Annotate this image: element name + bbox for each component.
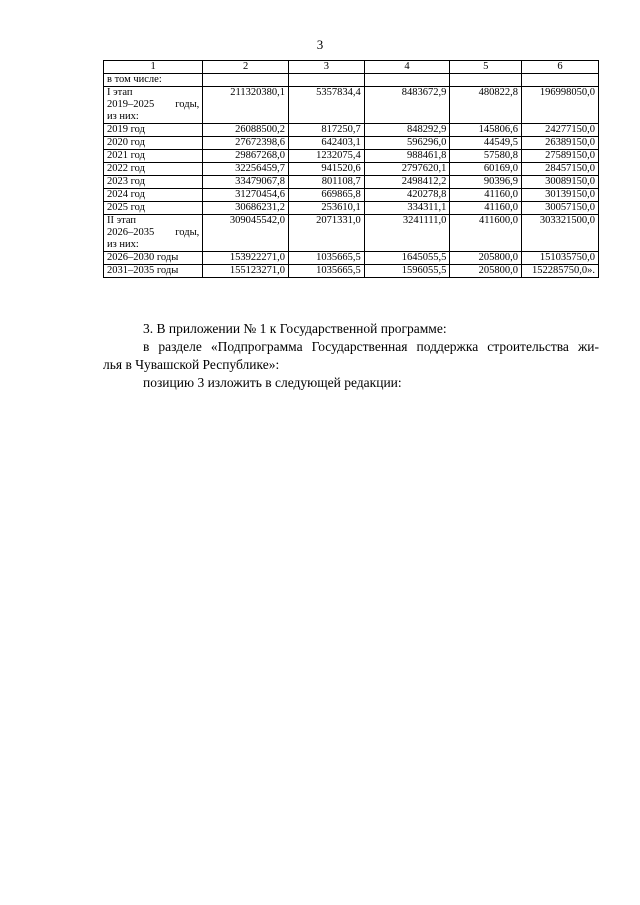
row-label: 2024 год bbox=[104, 189, 203, 202]
table-cell: 848292,9 bbox=[364, 124, 450, 137]
table-cell: 596296,0 bbox=[364, 137, 450, 150]
row-label: в том числе: bbox=[104, 74, 203, 87]
table-cell: 152285750,0». bbox=[522, 265, 599, 278]
table-cell: 334311,1 bbox=[364, 202, 450, 215]
table-cell: 57580,8 bbox=[450, 150, 522, 163]
row-label-line: из них: bbox=[107, 239, 139, 250]
paragraph-position-3: позицию 3 изложить в следующей редакции: bbox=[143, 375, 402, 390]
table-cell: 41160,0 bbox=[450, 189, 522, 202]
table-cell: 196998050,0 bbox=[522, 87, 599, 124]
table-cell: 30139150,0 bbox=[522, 189, 599, 202]
table-cell bbox=[522, 74, 599, 87]
table-cell: 3241111,0 bbox=[364, 215, 450, 252]
table-cell: 155123271,0 bbox=[203, 265, 289, 278]
table-cell: 801108,7 bbox=[289, 176, 365, 189]
table-header-cell: 1 bbox=[104, 61, 203, 74]
financing-table bbox=[103, 60, 599, 278]
table-cell: 153922271,0 bbox=[203, 252, 289, 265]
table-row bbox=[104, 124, 599, 137]
table-cell: 31270454,6 bbox=[203, 189, 289, 202]
table-cell bbox=[203, 74, 289, 87]
table-cell: 1232075,4 bbox=[289, 150, 365, 163]
paragraph-section-line2: лья в Чувашской Республике»: bbox=[103, 357, 280, 372]
table-header-cell: 2 bbox=[203, 61, 289, 74]
table-cell: 44549,5 bbox=[450, 137, 522, 150]
table-cell: 642403,1 bbox=[289, 137, 365, 150]
table-cell: 30057150,0 bbox=[522, 202, 599, 215]
table-cell: 30686231,2 bbox=[203, 202, 289, 215]
table-cell: 27672398,6 bbox=[203, 137, 289, 150]
table-cell: 1645055,5 bbox=[364, 252, 450, 265]
row-label: 2026–2030 годы bbox=[104, 252, 203, 265]
table-cell: 1035665,5 bbox=[289, 252, 365, 265]
row-label: 2020 год bbox=[104, 137, 203, 150]
table-cell bbox=[364, 74, 450, 87]
table-cell: 817250,7 bbox=[289, 124, 365, 137]
table-header-cell: 3 bbox=[289, 61, 365, 74]
table-cell: 33479067,8 bbox=[203, 176, 289, 189]
table-row bbox=[104, 189, 599, 202]
table-row bbox=[104, 87, 599, 124]
table-header-cell: 5 bbox=[450, 61, 522, 74]
row-label-line: 2026–2035 годы, bbox=[107, 227, 200, 238]
table-cell: 253610,1 bbox=[289, 202, 365, 215]
row-label bbox=[104, 87, 203, 124]
table-cell: 30089150,0 bbox=[522, 176, 599, 189]
row-label: 2023 год bbox=[104, 176, 203, 189]
table-cell: 2071331,0 bbox=[289, 215, 365, 252]
table-cell: 41160,0 bbox=[450, 202, 522, 215]
row-label-line: II этап bbox=[107, 215, 136, 226]
table-cell: 28457150,0 bbox=[522, 163, 599, 176]
table-header-cell: 6 bbox=[522, 61, 599, 74]
table-cell: 480822,8 bbox=[450, 87, 522, 124]
table-cell: 8483672,9 bbox=[364, 87, 450, 124]
table-cell: 26088500,2 bbox=[203, 124, 289, 137]
table-cell: 1035665,5 bbox=[289, 265, 365, 278]
row-label: 2031–2035 годы bbox=[104, 265, 203, 278]
table-header-cell: 4 bbox=[364, 61, 450, 74]
table-cell bbox=[450, 74, 522, 87]
table-row bbox=[104, 74, 599, 87]
table-cell: 32256459,7 bbox=[203, 163, 289, 176]
row-label: 2022 год bbox=[104, 163, 203, 176]
row-label: 2019 год bbox=[104, 124, 203, 137]
table-cell: 5357834,4 bbox=[289, 87, 365, 124]
body-text bbox=[103, 320, 599, 392]
table-row bbox=[104, 215, 599, 252]
table-cell: 24277150,0 bbox=[522, 124, 599, 137]
row-label bbox=[104, 215, 203, 252]
table-row bbox=[104, 252, 599, 265]
table-cell: 151035750,0 bbox=[522, 252, 599, 265]
table-cell: 309045542,0 bbox=[203, 215, 289, 252]
table-cell: 941520,6 bbox=[289, 163, 365, 176]
table-cell: 211320380,1 bbox=[203, 87, 289, 124]
table-cell: 29867268,0 bbox=[203, 150, 289, 163]
table-cell: 205800,0 bbox=[450, 252, 522, 265]
table-cell: 411600,0 bbox=[450, 215, 522, 252]
paragraph-section-line1: в разделе «Подпрограмма Государственная поддержка строительства жи- bbox=[143, 339, 599, 354]
table-body bbox=[104, 74, 599, 278]
table-cell: 205800,0 bbox=[450, 265, 522, 278]
table-cell: 303321500,0 bbox=[522, 215, 599, 252]
table-cell: 27589150,0 bbox=[522, 150, 599, 163]
row-label-line: I этап bbox=[107, 87, 133, 98]
table-cell: 145806,6 bbox=[450, 124, 522, 137]
table-cell: 2797620,1 bbox=[364, 163, 450, 176]
table-cell: 26389150,0 bbox=[522, 137, 599, 150]
table-row bbox=[104, 176, 599, 189]
paragraph-item-3: 3. В приложении № 1 к Государственной программе: bbox=[143, 321, 447, 336]
page-number: 3 bbox=[316, 37, 324, 52]
table-cell: 420278,8 bbox=[364, 189, 450, 202]
table-row bbox=[104, 137, 599, 150]
table-row bbox=[104, 163, 599, 176]
table-cell: 90396,9 bbox=[450, 176, 522, 189]
table-row bbox=[104, 265, 599, 278]
table-row bbox=[104, 150, 599, 163]
table-row bbox=[104, 202, 599, 215]
table-header-row bbox=[104, 61, 599, 74]
table-cell: 988461,8 bbox=[364, 150, 450, 163]
table-cell bbox=[289, 74, 365, 87]
row-label: 2021 год bbox=[104, 150, 203, 163]
table-cell: 1596055,5 bbox=[364, 265, 450, 278]
row-label: 2025 год bbox=[104, 202, 203, 215]
row-label-line: 2019–2025 годы, bbox=[107, 99, 200, 110]
table-cell: 669865,8 bbox=[289, 189, 365, 202]
row-label-line: из них: bbox=[107, 111, 139, 122]
table-cell: 2498412,2 bbox=[364, 176, 450, 189]
table-cell: 60169,0 bbox=[450, 163, 522, 176]
